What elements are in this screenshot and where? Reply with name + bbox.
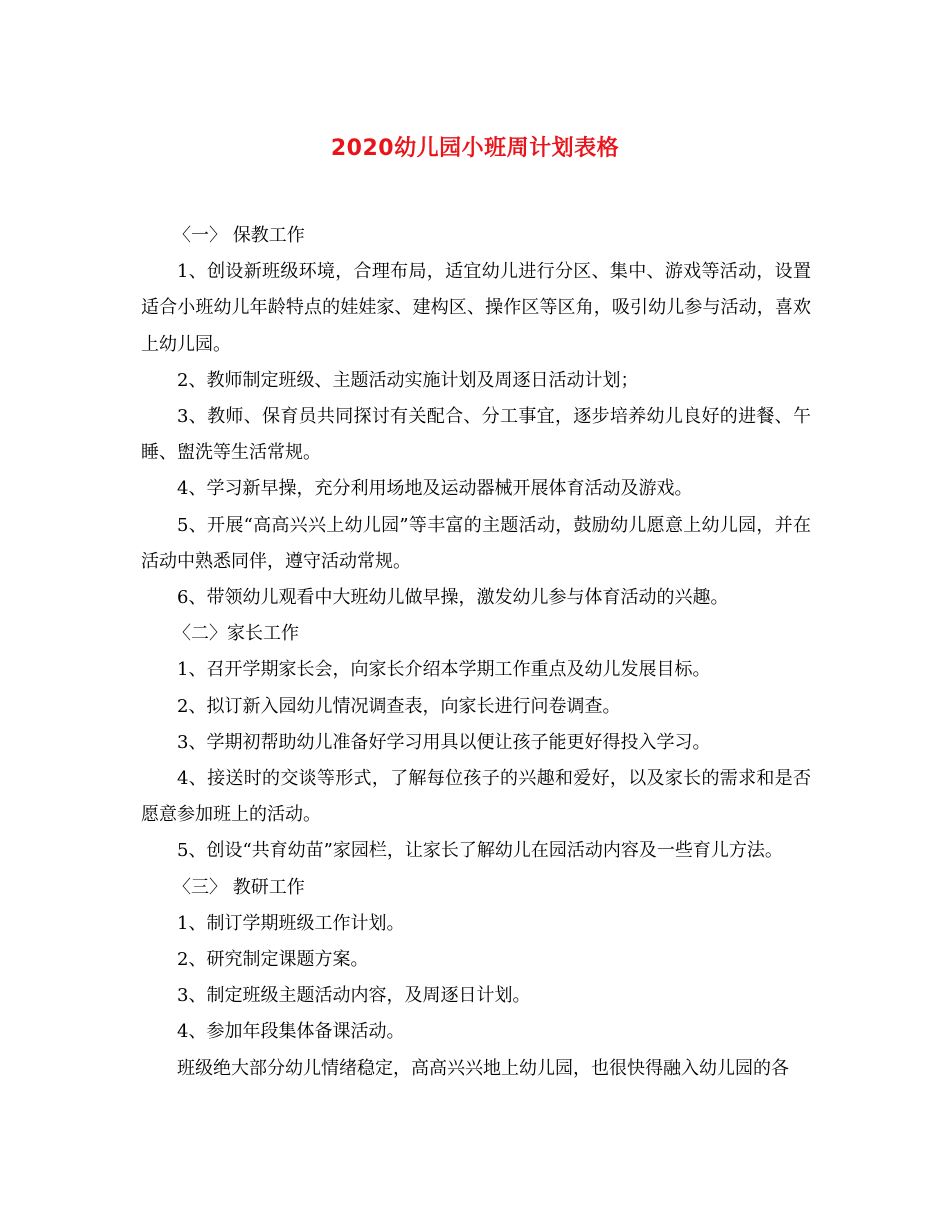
paragraph: 2、教师制定班级、主题活动实施计划及周逐日活动计划； [177,369,639,391]
paragraph: 4、学习新早操，充分利用场地及运动器械开展体育活动及游戏。 [177,478,693,500]
paragraph: 4、接送时的交谈等形式，了解每位孩子的兴趣和爱好，以及家长的需求和是否愿意参加班上的活动。 [141,768,811,826]
paragraph: 1、制订学期班级工作计划。 [177,912,405,934]
paragraph: 3、教师、保育员共同探讨有关配合、分工事宜，逐步培养幼儿良好的进餐、午睡、盥洗等生活常规。 [141,406,811,464]
paragraph: 1、召开学期家长会，向家长介绍本学期工作重点及幼儿发展目标。 [177,659,711,681]
document-body [141,218,811,1087]
paragraph: 4、参加年段集体备课活动。 [177,1021,405,1043]
paragraph: 3、制定班级主题活动内容，及周逐日计划。 [177,985,531,1007]
paragraph: 3、学期初帮助幼儿准备好学习用具以便让孩子能更好得投入学习。 [177,731,711,753]
paragraph: 2、研究制定课题方案。 [177,949,369,971]
paragraph: 6、带领幼儿观看中大班幼儿做早操，激发幼儿参与体育活动的兴趣。 [177,587,729,609]
section-heading-3: 〈三〉 教研工作 [173,876,305,898]
paragraph: 5、开展“高高兴兴上幼儿园”等丰富的主题活动，鼓励幼儿愿意上幼儿园，并在活动中熟悉同伴，遵守活动常规。 [141,514,811,572]
paragraph: 班级绝大部分幼儿情绪稳定，高高兴兴地上幼儿园，也很快得融入幼儿园的各 [177,1057,789,1079]
document-title: 2020幼儿园小班周计划表格 [330,136,620,161]
section-heading-1: 〈一〉 保教工作 [173,225,305,246]
paragraph: 5、创设“共育幼苗”家园栏，让家长了解幼儿在园活动内容及一些育儿方法。 [177,840,783,862]
paragraph: 2、拟订新入园幼儿情况调查表，向家长进行问卷调查。 [177,695,621,717]
paragraph: 1、创设新班级环境，合理布局，适宜幼儿进行分区、集中、游戏等活动，设置适合小班幼儿年龄特点的娃娃家、建构区、操作区等区角，吸引幼儿参与活动，喜欢上幼儿园。 [141,261,811,355]
section-heading-2: 〈二〉家长工作 [173,623,299,645]
